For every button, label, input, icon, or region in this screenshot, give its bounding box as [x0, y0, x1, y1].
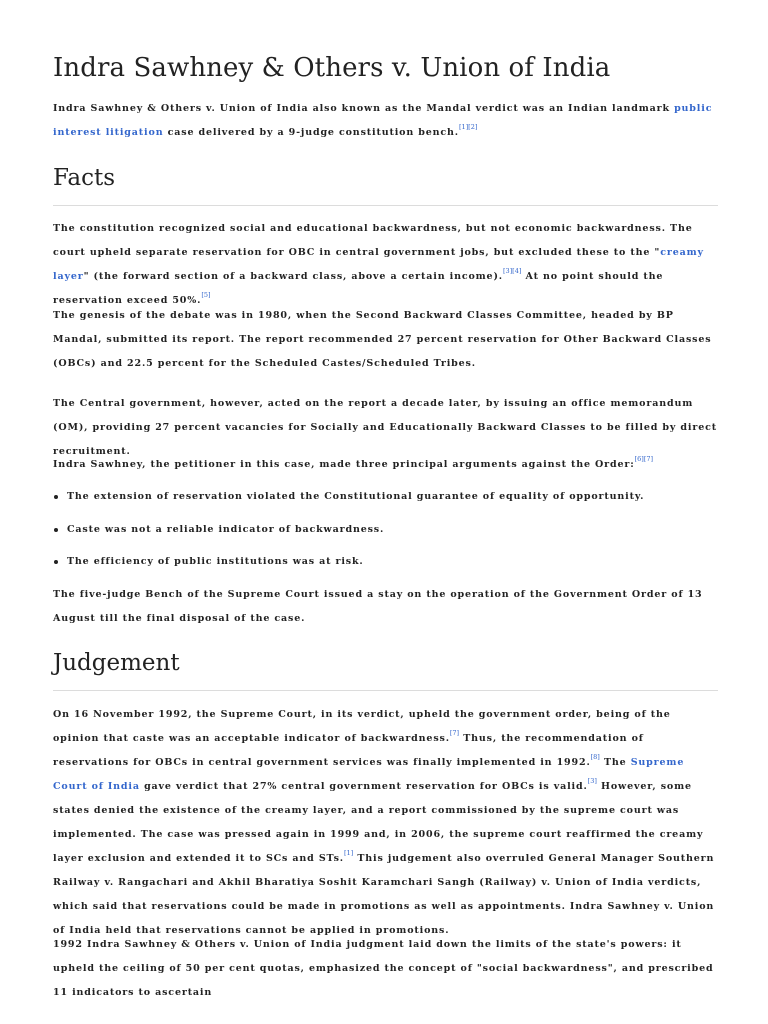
list-item: [53, 520, 718, 553]
facts-paragraph-5: The five-judge Bench of the Supreme Court issued a stay on the operation of the Government Order of 13 August till the final disposal of the case.: [53, 589, 703, 624]
judgement-p1-text-4: gave verdict that 27% central government reservation for OBCs is valid.: [139, 781, 588, 792]
judgement-p1-text-2: Thus, the recommendation of reservations for OBCs in central government services was finally implemented in 1992.: [53, 733, 644, 768]
supreme-court-of-india-link[interactable]: Supreme Court of India: [53, 757, 685, 792]
judgement-p1-text-3: The: [599, 757, 631, 768]
argument-text: Caste was not a reliable indicator of backwardness.: [67, 523, 385, 535]
facts-p1-text-3: At no point should the reservation exceed 50%.: [53, 271, 664, 306]
judgement-divider: [53, 690, 718, 691]
list-item: [53, 552, 718, 585]
judgement-paragraph-2: 1992 Indra Sawhney & Others v. Union of India judgment laid down the limits of the state's powers: it upheld the ceiling of 50 per cent quotas, emphasized the concept of "social backwardness", and prescribed 11 indicators to ascertain: [53, 939, 714, 998]
facts-p4-refs[interactable]: [6][7]: [634, 455, 654, 463]
facts-heading: Facts: [53, 165, 116, 191]
facts-paragraph-3: The Central government, however, acted on the report a decade later, by issuing an office memorandum (OM), providing 27 percent vacancies for Socially and Educationally Backward Classes to be filled by direct recruitment.: [53, 398, 717, 457]
bullet-icon: [54, 495, 58, 499]
list-item: [53, 487, 718, 520]
judgement-ref-1[interactable]: [1]: [343, 849, 354, 857]
creamy-layer-link[interactable]: creamy layer: [53, 247, 704, 282]
intro-paragraph: [53, 97, 718, 145]
facts-paragraph-4: [53, 453, 718, 477]
page-title: Indra Sawhney & Others v. Union of India: [53, 53, 611, 83]
judgement-paragraph-1: [53, 703, 718, 943]
facts-p1-refs-a[interactable]: [3][4]: [502, 267, 522, 275]
judgement-heading: Judgement: [53, 650, 180, 676]
intro-refs[interactable]: [1][2]: [458, 123, 478, 131]
judgement-p1-text-6: This judgement also overruled General Manager Southern Railway v. Rangachari and Akhil Bharatiya Soshit Karamchari Sangh (Railway) v. Union of India verdicts, which said that reservations could be made in promotions as well as appointments. Indra Sawhney v. Union of India held that reservations cannot be applied in promotions.: [53, 853, 715, 936]
intro-text: Indra Sawhney & Others v. Union of India also known as the Mandal verdict was an Indian landmark: [53, 103, 675, 114]
bullet-icon: [54, 560, 58, 564]
public-interest-litigation-link[interactable]: public interest litigation: [53, 103, 713, 138]
intro-text-end: case delivered by a 9-judge constitution bench.: [163, 127, 459, 138]
bullet-icon: [54, 528, 58, 532]
judgement-ref-7[interactable]: [7]: [449, 729, 460, 737]
arguments-list: [53, 487, 718, 585]
judgement-p1-text: On 16 November 1992, the Supreme Court, in its verdict, upheld the government order, being of the opinion that caste was an acceptable indicator of backwardness.: [53, 709, 671, 744]
argument-text: The extension of reservation violated the Constitutional guarantee of equality of opportunity.: [67, 491, 645, 502]
facts-paragraph-1: [53, 217, 718, 313]
facts-p1-refs-b[interactable]: [5]: [201, 291, 211, 299]
facts-p1-text: The constitution recognized social and educational backwardness, but not economic backwardness. The court upheld separate reservation for OBC in central government jobs, but excluded these to the ": [53, 223, 693, 258]
judgement-p1-text-5: However, some states denied the existence of the creamy layer, and a report commissioned by the supreme court was implemented. The case was pressed again in 1999 and, in 2006, the supreme court reaffirmed the creamy layer exclusion and extended it to SCs and STs.: [53, 781, 704, 864]
judgement-ref-3[interactable]: [3]: [587, 777, 597, 785]
facts-paragraph-2: The genesis of the debate was in 1980, when the Second Backward Classes Committee, headed by BP Mandal, submitted its report. The report recommended 27 percent reservation for Other Backward Classes (OBCs) and 22.5 percent for the Scheduled Castes/Scheduled Tribes.: [53, 310, 712, 369]
facts-divider: [53, 205, 718, 206]
facts-p4-text: Indra Sawhney, the petitioner in this case, made three principal arguments against the Order:: [53, 459, 635, 470]
facts-p1-text-2: " (the forward section of a backward class, above a certain income).: [83, 271, 503, 282]
argument-text: The efficiency of public institutions was at risk.: [67, 556, 364, 567]
judgement-ref-8[interactable]: [8]: [590, 753, 600, 761]
